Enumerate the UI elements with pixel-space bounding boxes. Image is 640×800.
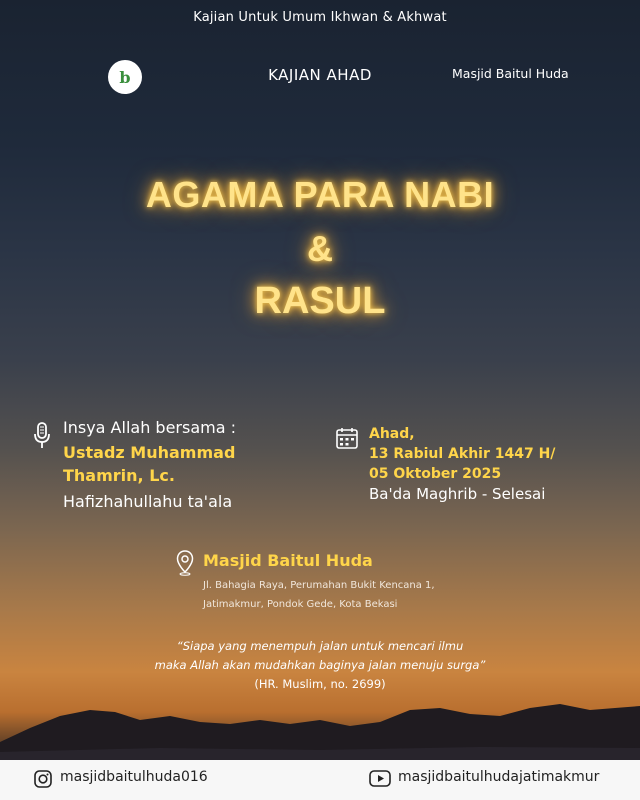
instagram-handle[interactable]: masjidbaitulhuda016 (60, 769, 208, 785)
gregorian-date: 05 Oktober 2025 (369, 466, 502, 482)
youtube-icon[interactable] (369, 770, 391, 787)
microphone-icon (32, 422, 52, 450)
event-label: KAJIAN AHAD (268, 66, 372, 84)
masjid-logo: b (108, 60, 142, 94)
venue-address (203, 576, 463, 614)
speaker-name-line-2: Thamrin, Lc. (63, 466, 175, 485)
hijri-date: 13 Rabiul Akhir 1447 H/ (369, 446, 556, 462)
org-name: Masjid Baitul Huda (452, 66, 569, 81)
instagram-icon[interactable] (34, 770, 52, 788)
audience-line: Kajian Untuk Umum Ikhwan & Akhwat (193, 10, 447, 25)
title-line-2: & (307, 228, 333, 269)
venue-address-line-1: Jl. Bahagia Raya, Perumahan Bukit Kencana 1, (203, 580, 435, 591)
date-block (369, 424, 555, 484)
speaker-honorific: Hafizhahullahu ta'ala (63, 492, 233, 511)
quote-line-1: “Siapa yang menempuh jalan untuk mencari ilmu (176, 639, 464, 653)
mountain-silhouette (0, 690, 640, 760)
quote-line-2: maka Allah akan mudahkan baginya jalan menuju surga” (154, 658, 486, 672)
venue-name: Masjid Baitul Huda (203, 551, 373, 570)
day-label: Ahad, (369, 426, 415, 442)
event-time: Ba'da Maghrib - Selesai (369, 485, 546, 503)
location-pin-icon (176, 550, 194, 576)
title-line-3: RASUL (254, 280, 386, 322)
venue-address-line-2: Jatimakmur, Pondok Gede, Kota Bekasi (203, 599, 398, 610)
title-line-1: AGAMA PARA NABI (145, 174, 495, 215)
youtube-handle[interactable]: masjidbaitulhudajatimakmur (398, 769, 600, 785)
hadith-quote (0, 637, 640, 694)
speaker-intro: Insya Allah bersama : (63, 418, 237, 437)
speaker-name-line-1: Ustadz Muhammad (63, 443, 236, 462)
speaker-name (63, 441, 283, 487)
calendar-icon (335, 426, 359, 450)
quote-source: (HR. Muslim, no. 2699) (254, 677, 386, 691)
